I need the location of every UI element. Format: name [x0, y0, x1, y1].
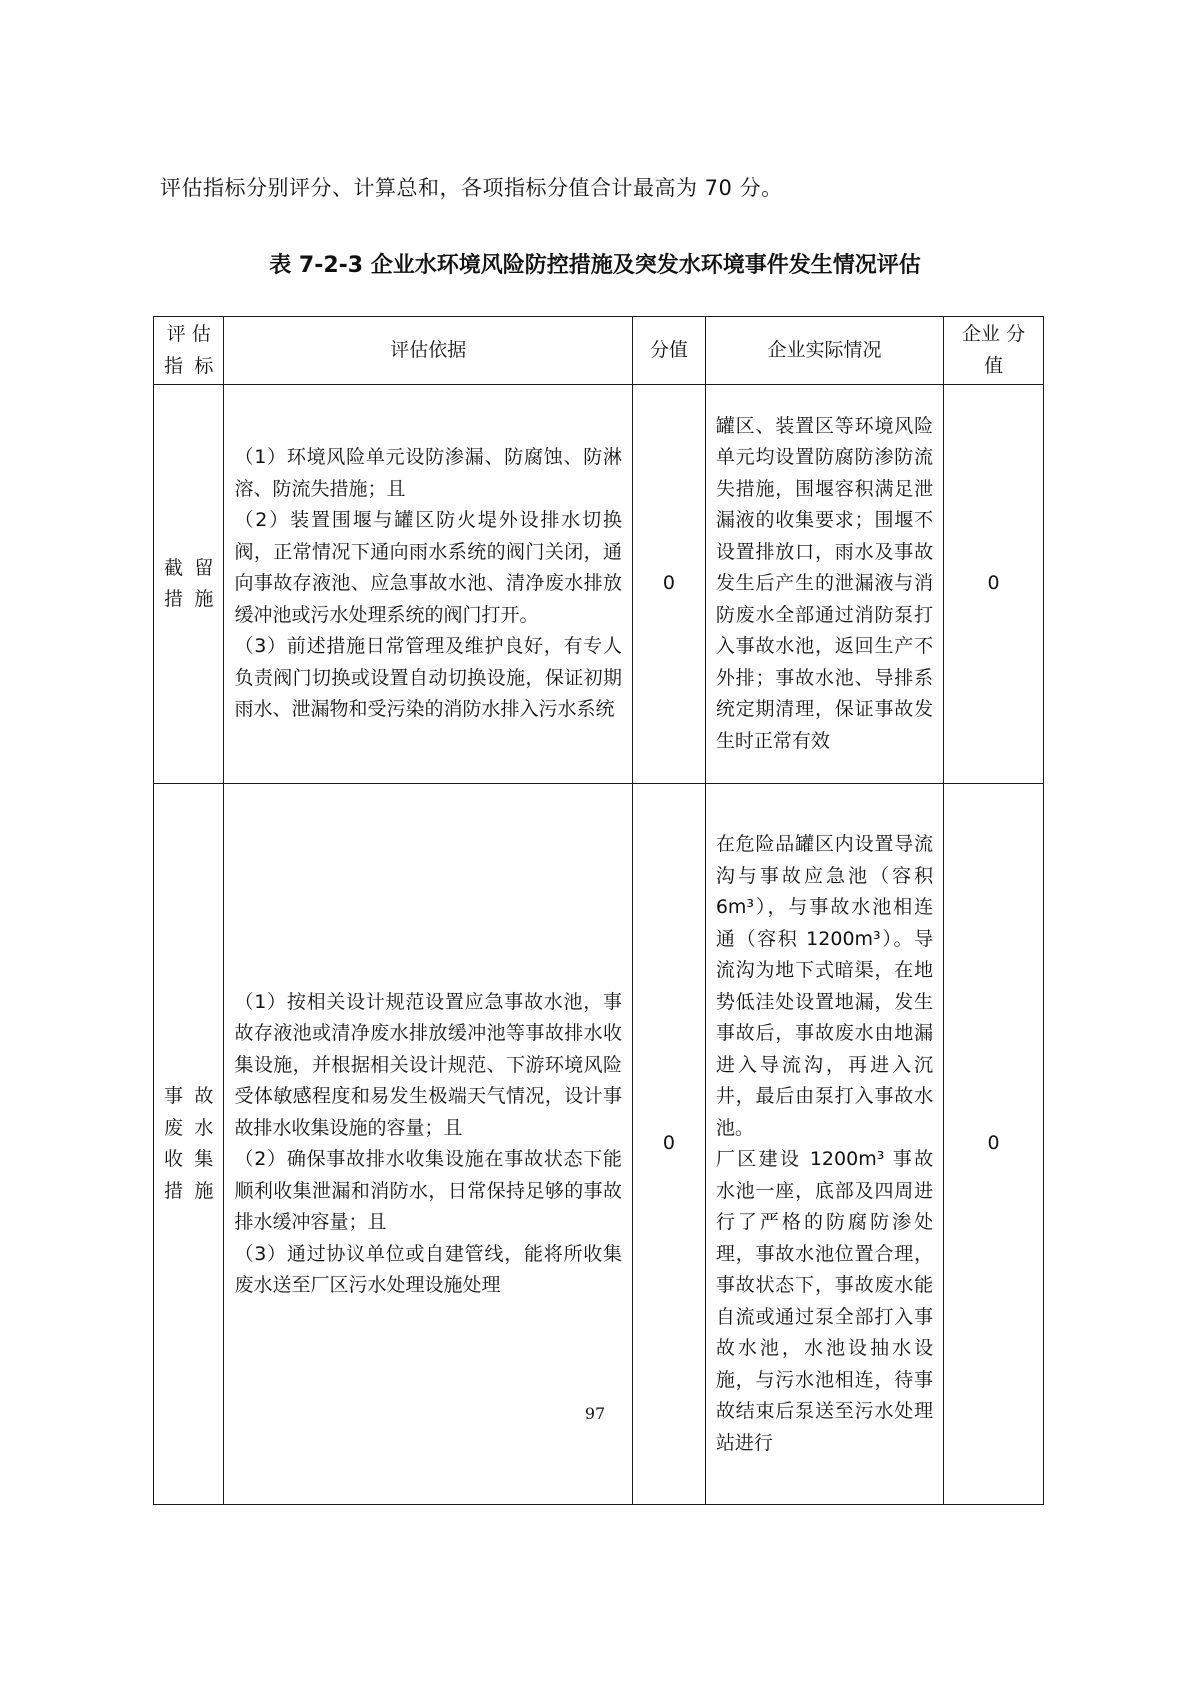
actual-paragraph: 在危险品罐区内设置导流沟与事故应急池（容积 6m³），与事故水池相连通（容积 1200m³）。导流沟为地下式暗渠，在地势低洼处设置地漏，发生事故后，事故废水由地漏进入导流沟，再进入沉井，最后由泵打入事故水池。 [715, 833, 934, 1139]
basis-item: （1）环境风险单元设防渗漏、防腐蚀、防淋溶、防流失措施；且 [234, 446, 623, 500]
basis-item: （2）确保事故排水收集设施在事故状态下能顺利收集泄漏和消防水，日常保持足够的事故排水缓冲容量；且 [234, 1148, 623, 1233]
row-enterprise-score: 0 [944, 784, 1044, 1505]
row-enterprise-score: 0 [944, 385, 1044, 784]
header-indicator: 评 估 指标 [154, 317, 224, 385]
table-header-row [154, 317, 1044, 385]
basis-item: （3）通过协议单位或自建管线，能将所收集废水送至厂区污水处理设施处理 [234, 1242, 623, 1296]
header-actual: 企业实际情况 [705, 317, 943, 385]
table-row [154, 784, 1044, 1505]
basis-item: （3）前述措施日常管理及维护良好，有专人负责阀门切换或设置自动切换设施，保证初期雨水、泄漏物和受污染的消防水排入污水系统 [234, 635, 623, 721]
header-enterprise-score: 企业 分值 [944, 317, 1044, 385]
row-basis [224, 784, 633, 1505]
actual-paragraph: 厂区建设 1200m³ 事故水池一座，底部及四周进行了严格的防腐防渗处理，事故水池位置合理，事故状态下，事故废水能自流或通过泵全部打入事故水池，水池设抽水设施，与污水池相连，待事故结束后泵送至污水处理站进行 [715, 1148, 934, 1454]
intro-text: 评估指标分别评分、计算总和，各项指标分值合计最高为 70 分。 [160, 176, 783, 200]
row-indicator: 截 留 措施 [154, 385, 224, 784]
header-score: 分值 [633, 317, 706, 385]
header-basis: 评估依据 [224, 317, 633, 385]
assessment-table [153, 316, 1044, 1505]
basis-item: （1）按相关设计规范设置应急事故水池，事故存液池或清净废水排放缓冲池等事故排水收集设施，并根据相关设计规范、下游环境风险受体敏感程度和易发生极端天气情况，设计事故排水收集设施的容量；且 [234, 990, 623, 1139]
row-actual [705, 385, 943, 784]
page-number: 97 [584, 1404, 606, 1423]
row-actual [705, 784, 943, 1505]
actual-paragraph: 罐区、装置区等环境风险单元均设置防腐防渗防流失措施，围堰容积满足泄漏液的收集要求；围堰不设置排放口，雨水及事故发生后产生的泄漏液与消防废水全部通过消防泵打入事故水池，返回生产不外排；事故水池、导排系统定期清理，保证事故发生时正常有效 [715, 414, 934, 752]
row-basis [224, 385, 633, 784]
row-score: 0 [633, 784, 706, 1505]
row-indicator: 事 故 废 水 收 集 措施 [154, 784, 224, 1505]
table-row [154, 385, 1044, 784]
table-title: 表 7-2-3 企业水环境风险防控措施及突发水环境事件发生情况评估 [269, 253, 921, 278]
basis-item: （2）装置围堰与罐区防火堤外设排水切换阀，正常情况下通向雨水系统的阀门关闭，通向事故存液池、应急事故水池、清净废水排放缓冲池或污水处理系统的阀门打开。 [234, 509, 623, 626]
row-score: 0 [633, 385, 706, 784]
